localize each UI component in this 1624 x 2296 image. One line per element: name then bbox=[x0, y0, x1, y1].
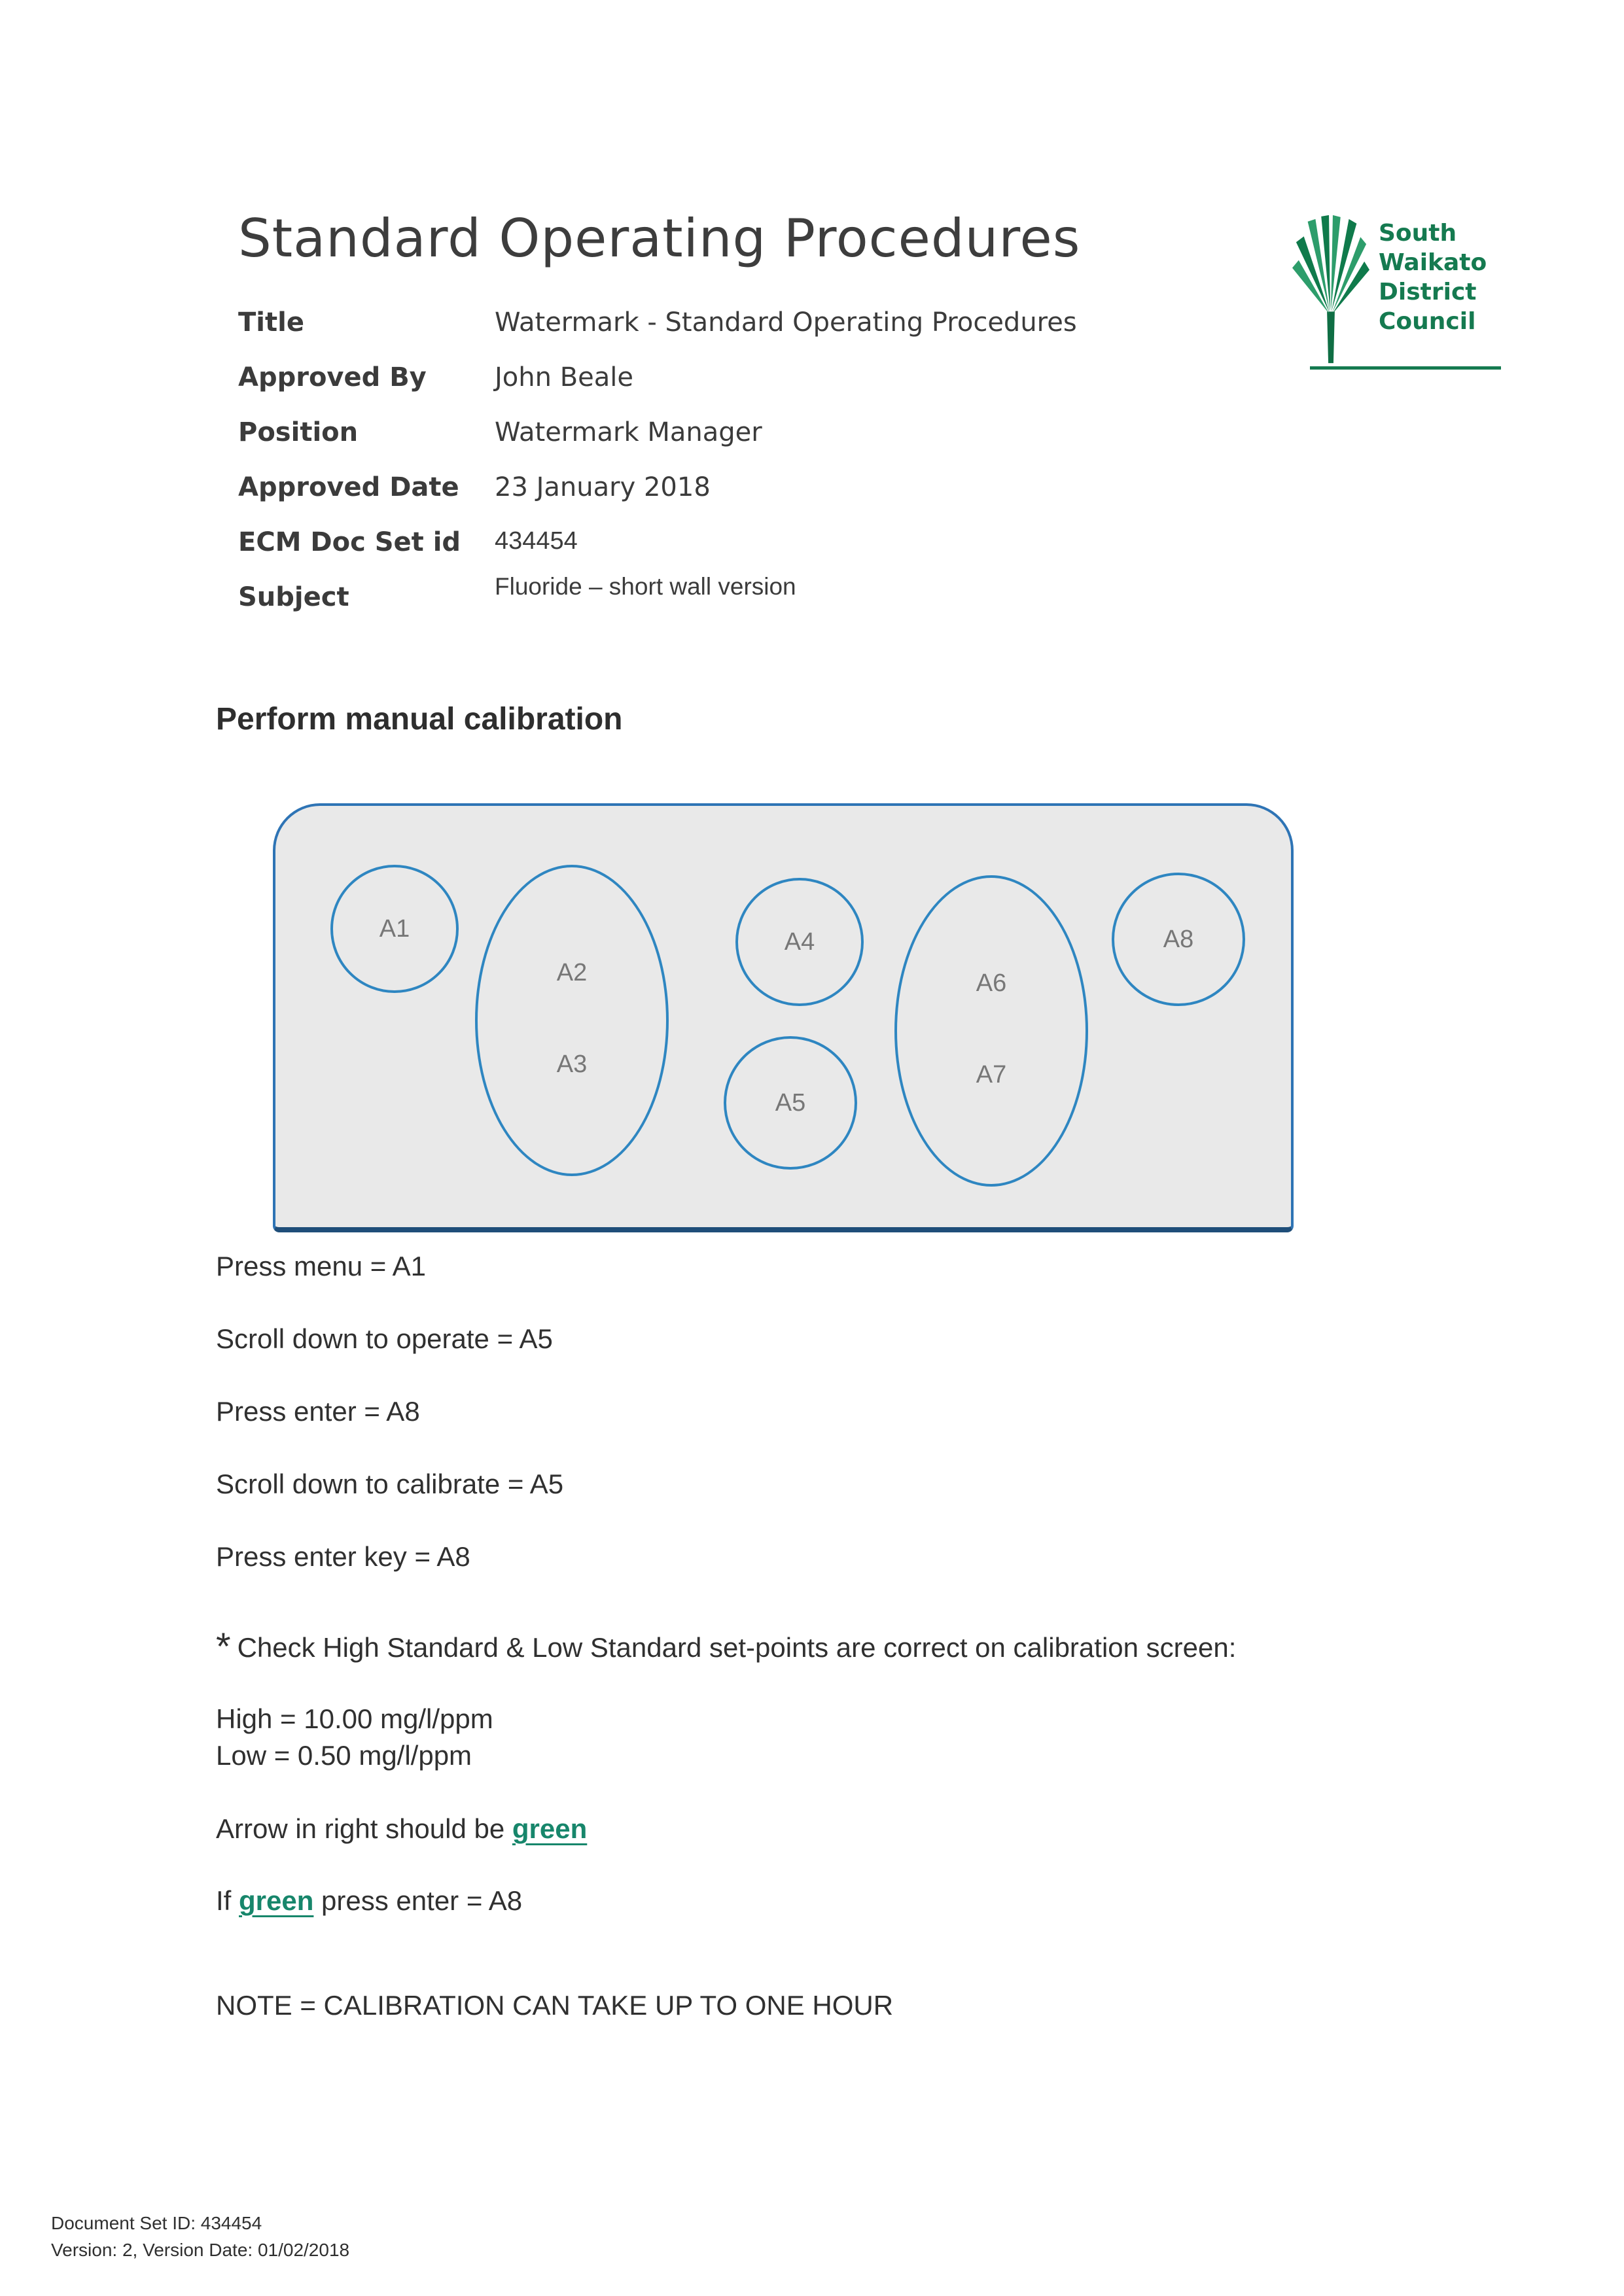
button-a4-circle bbox=[735, 878, 864, 1006]
label-a4: A4 bbox=[784, 928, 815, 956]
document-footer bbox=[51, 2210, 349, 2263]
meta-row-subject bbox=[238, 573, 1220, 612]
arrow-green-line bbox=[216, 1811, 587, 1847]
logo-line-council: Council bbox=[1379, 308, 1476, 335]
if-green-line bbox=[216, 1883, 522, 1919]
display-a6-a7-ellipse bbox=[894, 875, 1088, 1187]
label-a8: A8 bbox=[1163, 925, 1194, 953]
logo-line-waikato: Waikato bbox=[1379, 249, 1487, 276]
label-a3: A3 bbox=[556, 1051, 588, 1078]
meta-label: Position bbox=[238, 417, 359, 447]
section-heading: Perform manual calibration bbox=[216, 702, 623, 737]
meta-value: John Beale bbox=[495, 362, 633, 392]
meta-row-position bbox=[238, 417, 1220, 447]
meta-label: Subject bbox=[238, 582, 349, 612]
if-line-prefix: If bbox=[216, 1885, 239, 1916]
page-title: Standard Operating Procedures bbox=[238, 208, 1081, 269]
meta-value: 434454 bbox=[495, 527, 578, 555]
green-link: green bbox=[239, 1885, 314, 1916]
logo-line-south: South bbox=[1379, 220, 1457, 247]
step-press-enter: Press enter = A8 bbox=[216, 1396, 420, 1427]
if-line-suffix: press enter = A8 bbox=[313, 1885, 523, 1916]
meta-label: ECM Doc Set id bbox=[238, 527, 461, 557]
check-setpoints-text: Check High Standard & Low Standard set-points are correct on calibration screen: bbox=[237, 1632, 1237, 1663]
meta-label: Approved Date bbox=[238, 472, 459, 502]
asterisk-marker: * bbox=[216, 1626, 231, 1668]
label-a6: A6 bbox=[976, 969, 1007, 997]
meta-label: Approved By bbox=[238, 362, 427, 392]
meta-row-approved-date bbox=[238, 472, 1220, 502]
label-a5: A5 bbox=[775, 1088, 806, 1117]
council-logo bbox=[1292, 215, 1502, 366]
step-scroll-calibrate: Scroll down to calibrate = A5 bbox=[216, 1469, 564, 1499]
button-a5-circle bbox=[724, 1036, 857, 1170]
logo-line-district: District bbox=[1379, 279, 1477, 305]
step-press-enter-key: Press enter key = A8 bbox=[216, 1541, 470, 1572]
meta-label: Title bbox=[238, 307, 304, 338]
label-a2: A2 bbox=[556, 959, 588, 986]
step-press-menu: Press menu = A1 bbox=[216, 1251, 427, 1281]
meta-row-approved-by bbox=[238, 362, 1220, 392]
meta-value: 23 January 2018 bbox=[495, 472, 711, 502]
instrument-panel-diagram bbox=[273, 803, 1294, 1232]
button-a8-circle bbox=[1112, 873, 1245, 1006]
display-a2-a3-ellipse bbox=[475, 865, 669, 1176]
meta-value: Watermark - Standard Operating Procedures bbox=[495, 307, 1077, 338]
footer-version: Version: 2, Version Date: 01/02/2018 bbox=[51, 2240, 350, 2260]
council-logo-text bbox=[1379, 218, 1487, 336]
green-link: green bbox=[512, 1813, 588, 1844]
setpoint-values bbox=[216, 1701, 493, 1774]
meta-row-ecm-doc-set-id bbox=[238, 527, 1220, 557]
cabbage-tree-icon bbox=[1292, 215, 1369, 364]
label-a7: A7 bbox=[976, 1061, 1007, 1088]
label-a1: A1 bbox=[379, 914, 410, 943]
footer-doc-set-id: Document Set ID: 434454 bbox=[51, 2213, 262, 2233]
button-a1-circle bbox=[330, 865, 459, 993]
calibration-note: NOTE = CALIBRATION CAN TAKE UP TO ONE HOUR bbox=[216, 1990, 894, 2021]
check-setpoints-line bbox=[216, 1626, 1459, 1666]
setpoint-low: Low = 0.50 mg/l/ppm bbox=[216, 1740, 472, 1771]
step-scroll-operate: Scroll down to operate = A5 bbox=[216, 1323, 553, 1354]
meta-value: Fluoride – short wall version bbox=[495, 573, 796, 600]
meta-row-title bbox=[238, 307, 1220, 338]
logo-underline bbox=[1310, 366, 1501, 370]
meta-value: Watermark Manager bbox=[495, 417, 762, 447]
setpoint-high: High = 10.00 mg/l/ppm bbox=[216, 1703, 493, 1734]
document-metadata bbox=[238, 307, 1220, 637]
arrow-line-prefix: Arrow in right should be bbox=[216, 1813, 512, 1844]
